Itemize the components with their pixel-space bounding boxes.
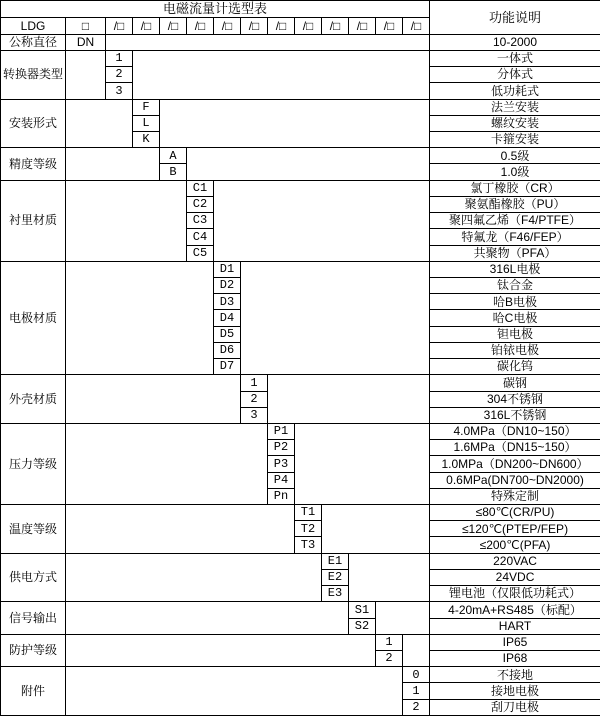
- filler-cell: [106, 34, 430, 50]
- group-label: 供电方式: [1, 553, 66, 602]
- filler-cell: [66, 148, 160, 180]
- function-cell: 4-20mA+RS485（标配）: [430, 602, 600, 618]
- code-cell: P4: [268, 472, 295, 488]
- function-cell: 一体式: [430, 50, 600, 66]
- function-cell: IP65: [430, 634, 600, 650]
- code-cell: E3: [322, 586, 349, 602]
- code-cell: C2: [187, 196, 214, 212]
- function-cell: 不接地: [430, 667, 600, 683]
- function-cell: 分体式: [430, 67, 600, 83]
- code-cell: 3: [241, 407, 268, 423]
- filler-cell: [66, 505, 295, 554]
- function-cell: 1.0级: [430, 164, 600, 180]
- function-cell: ≤120℃(PTEP/FEP): [430, 521, 600, 537]
- function-cell: 共聚物（PFA）: [430, 245, 600, 261]
- code-cell: E2: [322, 569, 349, 585]
- function-cell: 0.5级: [430, 148, 600, 164]
- code-cell: L: [133, 115, 160, 131]
- page-title: 电磁流量计选型表: [1, 1, 430, 18]
- code-cell: P2: [268, 440, 295, 456]
- function-cell: ≤200℃(PFA): [430, 537, 600, 553]
- code-cell: F: [133, 99, 160, 115]
- group-label: 压力等级: [1, 423, 66, 504]
- filler-cell: [295, 423, 430, 504]
- code-cell: 1: [241, 375, 268, 391]
- function-cell: 220VAC: [430, 553, 600, 569]
- filler-cell: [66, 602, 349, 634]
- model-slot: /□: [322, 18, 349, 34]
- function-cell: 钽电极: [430, 326, 600, 342]
- filler-cell: [349, 553, 430, 602]
- function-cell: 刮刀电极: [430, 699, 600, 715]
- code-cell: S2: [349, 618, 376, 634]
- function-cell: 接地电极: [430, 683, 600, 699]
- table-row: [1, 148, 600, 164]
- filler-cell: [66, 667, 403, 716]
- function-cell: 哈C电极: [430, 310, 600, 326]
- function-cell: 聚氨酯橡胶（PU）: [430, 196, 600, 212]
- filler-cell: [376, 602, 430, 634]
- function-cell: 碳钢: [430, 375, 600, 391]
- filler-cell: [187, 148, 430, 180]
- code-cell: 2: [376, 651, 403, 667]
- table-row: [1, 553, 600, 569]
- diameter-code: DN: [66, 34, 106, 50]
- code-cell: D7: [214, 359, 241, 375]
- function-cell: 316L不锈钢: [430, 407, 600, 423]
- code-cell: B: [160, 164, 187, 180]
- model-slot: /□: [403, 18, 430, 34]
- function-cell: 法兰安装: [430, 99, 600, 115]
- code-cell: D2: [214, 277, 241, 293]
- code-cell: 3: [106, 83, 133, 99]
- function-cell: 4.0MPa（DN10~150）: [430, 423, 600, 439]
- code-cell: S1: [349, 602, 376, 618]
- model-slot: /□: [133, 18, 160, 34]
- function-cell: 24VDC: [430, 569, 600, 585]
- model-slot: /□: [268, 18, 295, 34]
- function-cell: ≤80℃(CR/PU): [430, 505, 600, 521]
- table-row: [1, 634, 600, 650]
- code-cell: D3: [214, 294, 241, 310]
- code-cell: 2: [403, 699, 430, 715]
- model-slot: /□: [295, 18, 322, 34]
- function-cell: 聚四氟乙烯（F4/PTFE）: [430, 213, 600, 229]
- table-row: [1, 261, 600, 277]
- function-cell: 316L电极: [430, 261, 600, 277]
- function-cell: 铂铱电极: [430, 342, 600, 358]
- group-label: 安装形式: [1, 99, 66, 148]
- function-cell: HART: [430, 618, 600, 634]
- filler-cell: [322, 505, 430, 554]
- function-cell: 锂电池（仅限低功耗式）: [430, 586, 600, 602]
- table-row: [1, 99, 600, 115]
- diameter-label: 公称直径: [1, 34, 66, 50]
- model-slot: /□: [349, 18, 376, 34]
- code-cell: D1: [214, 261, 241, 277]
- filler-cell: [403, 634, 430, 666]
- code-cell: 1: [403, 683, 430, 699]
- code-cell: D5: [214, 326, 241, 342]
- table-row: [1, 1, 600, 18]
- code-cell: C3: [187, 213, 214, 229]
- function-cell: 304不锈钢: [430, 391, 600, 407]
- function-cell: 氯丁橡胶（CR）: [430, 180, 600, 196]
- code-cell: P1: [268, 423, 295, 439]
- function-cell: 10-2000: [430, 34, 600, 50]
- code-cell: 0: [403, 667, 430, 683]
- function-cell: 特氟龙（F46/FEP）: [430, 229, 600, 245]
- function-cell: 碳化钨: [430, 359, 600, 375]
- filler-cell: [66, 180, 187, 261]
- table-row: [1, 602, 600, 618]
- filler-cell: [66, 50, 106, 99]
- function-cell: 特殊定制: [430, 488, 600, 504]
- filler-cell: [241, 261, 430, 375]
- group-label: 外壳材质: [1, 375, 66, 424]
- filler-cell: [66, 261, 214, 375]
- table-row: [1, 375, 600, 391]
- table-row: [1, 505, 600, 521]
- function-column-header: 功能说明: [430, 1, 600, 35]
- filler-cell: [160, 99, 430, 148]
- function-cell: 卡箍安装: [430, 132, 600, 148]
- group-label: 电极材质: [1, 261, 66, 375]
- code-cell: C4: [187, 229, 214, 245]
- code-cell: D6: [214, 342, 241, 358]
- function-cell: 哈B电极: [430, 294, 600, 310]
- group-label: 转换器类型: [1, 50, 66, 99]
- code-cell: C1: [187, 180, 214, 196]
- code-cell: 1: [106, 50, 133, 66]
- filler-cell: [66, 553, 322, 602]
- model-prefix: LDG: [1, 18, 66, 34]
- group-label: 精度等级: [1, 148, 66, 180]
- group-label: 附件: [1, 667, 66, 716]
- code-cell: D4: [214, 310, 241, 326]
- model-slot: /□: [187, 18, 214, 34]
- filler-cell: [66, 423, 268, 504]
- function-cell: 低功耗式: [430, 83, 600, 99]
- group-label: 信号输出: [1, 602, 66, 634]
- code-cell: T1: [295, 505, 322, 521]
- model-slot: /□: [214, 18, 241, 34]
- code-cell: P3: [268, 456, 295, 472]
- table-row: [1, 667, 600, 683]
- code-cell: Pn: [268, 488, 295, 504]
- function-cell: 1.6MPa（DN15~150）: [430, 440, 600, 456]
- code-cell: E1: [322, 553, 349, 569]
- group-label: 防护等级: [1, 634, 66, 666]
- filler-cell: [214, 180, 430, 261]
- filler-cell: [268, 375, 430, 424]
- code-cell: 2: [241, 391, 268, 407]
- group-label: 温度等级: [1, 505, 66, 554]
- code-cell: K: [133, 132, 160, 148]
- code-cell: T3: [295, 537, 322, 553]
- model-slot: /□: [241, 18, 268, 34]
- model-slot: /□: [376, 18, 403, 34]
- table-row: [1, 180, 600, 196]
- filler-cell: [66, 375, 241, 424]
- model-slot: /□: [160, 18, 187, 34]
- group-label: 衬里材质: [1, 180, 66, 261]
- code-cell: T2: [295, 521, 322, 537]
- model-slot: /□: [106, 18, 133, 34]
- function-cell: 钛合金: [430, 277, 600, 293]
- function-cell: 0.6MPa(DN700~DN2000): [430, 472, 600, 488]
- code-cell: 1: [376, 634, 403, 650]
- table-row: [1, 34, 600, 50]
- function-cell: 螺纹安装: [430, 115, 600, 131]
- function-cell: IP68: [430, 651, 600, 667]
- table-row: [1, 423, 600, 439]
- function-cell: 1.0MPa（DN200~DN600）: [430, 456, 600, 472]
- filler-cell: [133, 50, 430, 99]
- table-row: [1, 50, 600, 66]
- code-cell: C5: [187, 245, 214, 261]
- code-cell: 2: [106, 67, 133, 83]
- filler-cell: [66, 99, 133, 148]
- model-box: □: [66, 18, 106, 34]
- filler-cell: [66, 634, 376, 666]
- code-cell: A: [160, 148, 187, 164]
